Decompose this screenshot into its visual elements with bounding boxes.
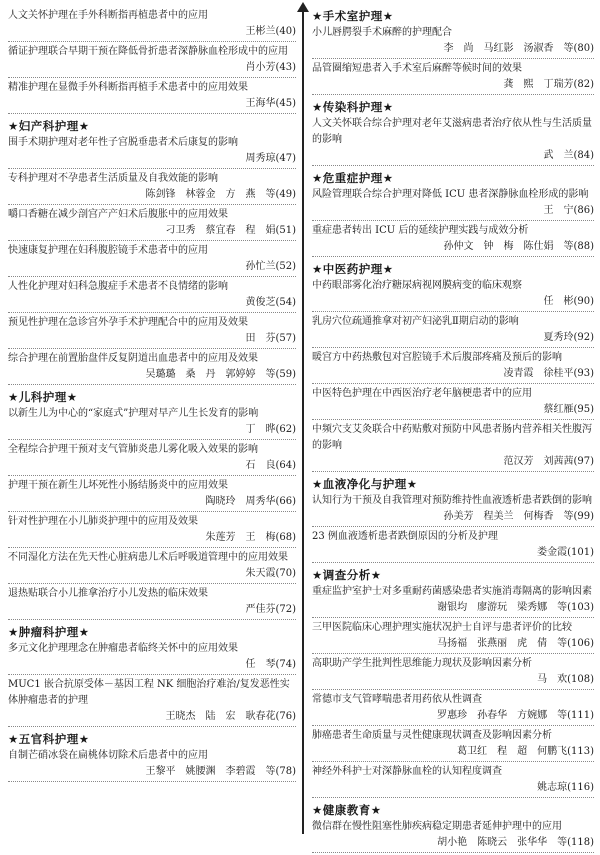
toc-entry[interactable] [312,350,594,384]
article-authors-page: 谢银均 廖游玩 梁秀娜 等(103) [437,602,594,613]
article-title: 全程综合护理干预对支气管肺炎患儿雾化吸入效果的影响 [8,444,258,455]
article-authors-page: 王海华(45) [245,98,296,109]
toc-entry[interactable] [8,315,296,349]
article-authors-page: 任 琴(74) [245,659,296,670]
toc-entry[interactable] [312,223,594,257]
article-title: 高职助产学生批判性思维能力现状及影响因素分析 [312,658,532,669]
column-divider [302,10,304,834]
article-authors-page: 姚志琼(116) [537,782,594,793]
article-title: 风险管理联合综合护理对降低 ICU 患者深静脉血栓形成的影响 [312,189,589,200]
section-heading: ★妇产科护理★ [8,119,90,133]
article-authors-page: 周秀琼(47) [245,153,296,164]
toc-entry[interactable] [8,748,296,782]
article-title: 中频穴支艾灸联合中药贴敷对预防中风患者肠内营养相关性腹泻的影响 [312,424,592,451]
toc-entry[interactable] [312,620,594,654]
toc-entry[interactable] [312,187,594,221]
article-authors-page: 马扬福 张燕丽 虎 倩 等(106) [437,638,594,649]
article-title: 综合护理在前置胎盘伴反复阴道出血患者中的应用及效果 [8,353,258,364]
article-authors-page: 吴璐璐 桑 丹 郭婷婷 等(59) [145,369,296,380]
article-title: 中药眼部雾化治疗糖尿病视网膜病变的临床观察 [312,280,522,291]
article-authors-page: 龚 熙 丁瑞芳(82) [503,79,594,90]
article-title: 神经外科护士对深静脉血栓的认知程度调查 [312,766,502,777]
article-title: 自制芒硝冰袋在扁桃体切除术后患者中的应用 [8,750,208,761]
article-authors-page: 王黎平 姚腰渊 李碧霞 等(78) [145,766,296,777]
toc-entry[interactable] [8,478,296,512]
toc-entry[interactable] [312,61,594,95]
article-authors-page: 田 芬(57) [245,333,296,344]
article-title: MUC1 嵌合抗原受体－基因工程 NK 细胞治疗难治/复发恶性实体肿瘤患者的护理 [8,679,290,706]
article-title: 品管圈缩短患者入手术室后麻醉等候时间的效果 [312,63,522,74]
article-title: 以新生儿为中心的“家庭式”护理对早产儿生长发育的影响 [8,408,259,419]
toc-entry[interactable] [312,116,594,166]
toc-section [8,389,296,620]
toc-entry[interactable] [8,207,296,241]
article-authors-page: 李 尚 马红影 汤淑香 等(80) [443,43,594,54]
article-authors-page: 蔡红雁(95) [543,404,594,415]
article-authors-page: 胡小艳 陈晓云 张华华 等(118) [437,837,594,848]
article-title: 快速康复护理在妇科腹腔镜手术患者中的应用 [8,245,208,256]
section-heading: ★肿瘤科护理★ [8,625,90,639]
article-authors-page: 凌青霞 徐桂平(93) [503,368,594,379]
toc-section [8,731,296,782]
article-authors-page: 孙仲文 钟 梅 陈仕娟 等(88) [443,241,594,252]
article-title: 针对性护理在小儿肺炎护理中的应用及效果 [8,516,198,527]
toc-entry[interactable] [312,692,594,726]
article-title: 三甲医院临床心理护理实施状况护士自评与患者评价的比较 [312,622,572,633]
article-authors-page: 刁卫秀 蔡宜春 程 娟(51) [165,225,296,236]
toc-section [312,99,594,166]
article-title: 预见性护理在急诊宫外孕手术护理配合中的应用及效果 [8,317,248,328]
toc-entry[interactable] [8,406,296,440]
section-heading: ★血液净化与护理★ [312,477,418,491]
article-authors-page: 肖小芳(43) [245,62,296,73]
right-column [312,4,594,855]
article-title: 微信群在慢性阻塞性肺疾病稳定期患者延伸护理中的应用 [312,821,562,832]
article-title: 专科护理对不孕患者生活质量及自我效能的影响 [8,173,218,184]
article-title: 常德市支气管哮喘患者用药依从性调查 [312,694,482,705]
article-title: 肺癌患者生命质量与灵性健康现状调查及影响因素分析 [312,730,552,741]
toc-entry[interactable] [8,135,296,169]
toc-entry[interactable] [312,25,594,59]
toc-entry[interactable] [312,314,594,348]
toc-entry[interactable] [8,351,296,385]
article-authors-page: 王 宁(86) [543,205,594,216]
toc-entry[interactable] [312,819,594,853]
toc-entry[interactable] [312,656,594,690]
article-title: 护理干预在新生儿坏死性小肠结肠炎中的应用效果 [8,480,228,491]
article-title: 暖宫方中药热敷包对宫腔镜手术后腹部疼痛及预后的影响 [312,352,562,363]
article-title: 乳房穴位疏通推拿对初产妇泌乳Ⅱ期启动的影响 [312,316,519,327]
toc-entry[interactable] [8,279,296,313]
toc-entry[interactable] [312,529,594,563]
article-authors-page: 范汉芳 刘茜茜(97) [503,456,594,467]
article-authors-page: 罗惠珍 孙春华 方婉娜 等(111) [437,710,594,721]
article-authors-page: 朱莲芳 王 梅(68) [205,532,296,543]
article-title: 精准护理在显微手外科断指再植手术患者中的应用效果 [8,82,248,93]
section-heading: ★儿科护理★ [8,390,78,404]
toc-section [312,476,594,563]
article-title: 认知行为干预及自我管理对预防维持性血液透析患者跌倒的影响 [312,495,592,506]
toc-entry[interactable] [312,493,594,527]
article-authors-page: 朱天霞(70) [245,568,296,579]
section-heading: ★健康教育★ [312,803,382,817]
article-title: 多元文化护理理念在肿瘤患者临终关怀中的应用效果 [8,643,238,654]
article-title: 中医特色护理在中西医治疗老年脑梗患者中的应用 [312,388,532,399]
toc-entry[interactable] [312,584,594,618]
article-authors-page: 葛卫红 程 超 何鹏飞(113) [457,746,594,757]
article-title: 围手术期护理对老年性子宫脱垂患者术后康复的影响 [8,137,238,148]
toc-entry[interactable] [312,278,594,312]
article-title: 重症患者转出 ICU 后的延续护理实践与成效分析 [312,225,529,236]
article-title: 人文关怀联合综合护理对老年艾滋病患者治疗依从性与生活质量的影响 [312,118,592,145]
toc-section [8,118,296,385]
article-authors-page: 丁 晔(62) [245,424,296,435]
article-authors-page: 武 兰(84) [543,150,594,161]
section-heading: ★危重症护理★ [312,171,394,185]
article-title: 循证护理联合早期干预在降低骨折患者深静脉血栓形成中的应用 [8,46,288,57]
article-title: 人文关怀护理在手外科断指再植患者中的应用 [8,10,208,21]
article-authors-page: 夏秀玲(92) [543,332,594,343]
article-title: 小儿唇腭裂手术麻醉的护理配合 [312,27,452,38]
article-title: 23 例血液透析患者跌倒原因的分析及护理 [312,531,498,542]
toc-entry[interactable] [8,171,296,205]
toc-section [312,261,594,472]
article-authors-page: 黄俊芝(54) [245,297,296,308]
section-heading: ★五官科护理★ [8,732,90,746]
toc-entry[interactable] [8,550,296,584]
article-authors-page: 石 良(64) [245,460,296,471]
toc-entry[interactable] [8,8,296,42]
toc-entry[interactable] [312,422,594,472]
toc-section [312,567,594,798]
toc-entry[interactable] [312,386,594,420]
article-title: 重症监护室护士对多重耐药菌感染患者实施消毒隔离的影响因素 [312,586,592,597]
left-column [8,4,296,784]
toc-entry[interactable] [8,442,296,476]
toc-entry[interactable] [8,586,296,620]
article-authors-page: 娄金霞(101) [537,547,594,558]
toc-entry[interactable] [8,514,296,548]
article-authors-page: 王彬兰(40) [245,26,296,37]
toc-entry[interactable] [8,80,296,114]
toc-section [312,8,594,95]
article-authors-page: 马 欢(108) [537,674,594,685]
section-heading: ★调查分析★ [312,568,382,582]
article-authors-page: 任 彬(90) [543,296,594,307]
toc-section [312,802,594,853]
article-authors-page: 严佳芬(72) [245,604,296,615]
toc-entry[interactable] [8,44,296,78]
article-title: 嚼口香糖在减少剖宫产产妇术后腹胀中的应用效果 [8,209,228,220]
toc-entry[interactable] [312,728,594,762]
toc-entry[interactable] [8,243,296,277]
article-authors-page: 孙忙兰(52) [245,261,296,272]
article-title: 人性化护理对妇科急腹症手术患者不良情绪的影响 [8,281,228,292]
toc-section [8,8,296,114]
toc-entry[interactable] [312,764,594,798]
article-authors-page: 王晓杰 陆 宏 耿春花(76) [165,711,296,722]
toc-section [8,624,296,727]
section-heading: ★手术室护理★ [312,9,394,23]
article-title: 退热贴联合小儿推拿治疗小儿发热的临床效果 [8,588,208,599]
article-title: 不同湿化方法在先天性心脏病患儿术后呼吸道管理中的应用效果 [8,552,288,563]
toc-entry[interactable] [8,641,296,675]
toc-section [312,170,594,257]
toc-entry[interactable] [8,677,296,727]
article-authors-page: 陈剑锋 林蓉金 方 燕 等(49) [145,189,296,200]
article-authors-page: 孙美芳 程美兰 何梅香 等(99) [443,511,594,522]
article-authors-page: 陶晓玲 周秀华(66) [205,496,296,507]
section-heading: ★传染科护理★ [312,100,394,114]
section-heading: ★中医药护理★ [312,262,394,276]
